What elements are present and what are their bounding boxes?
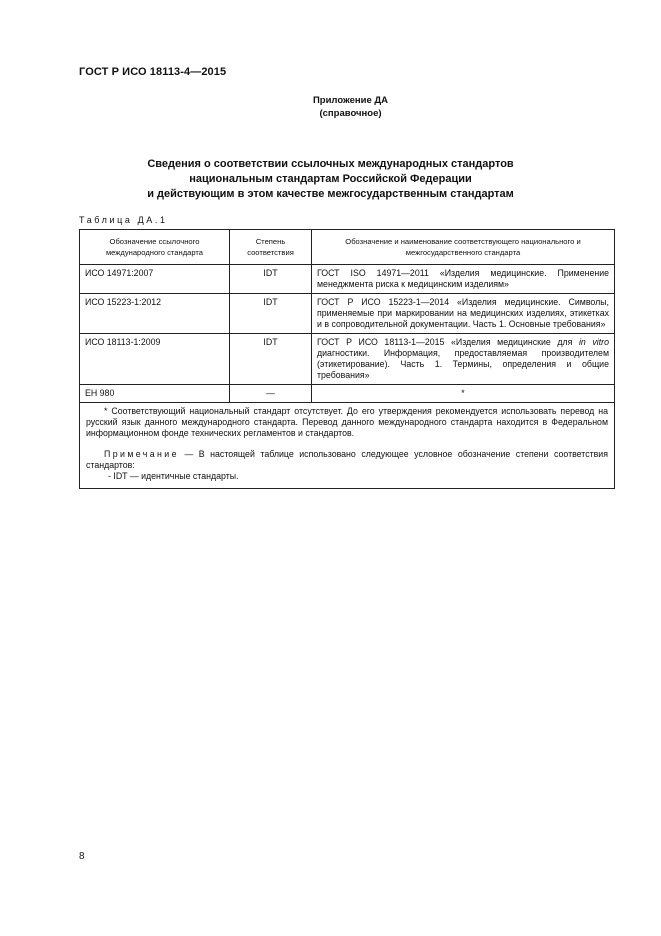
cell-degree: IDT [230, 265, 312, 294]
table-row [80, 385, 615, 403]
national-text-part: диагностики. Информация, предоставляемая производителем (этикетирование). Часть 1. Термины, определения и общие требования» [317, 348, 609, 380]
national-text-italic: in vitro [578, 337, 609, 347]
cell-reference: ЕН 980 [80, 385, 230, 403]
section-title [0, 157, 661, 202]
note-text: — В настоящей таблице использовано следующее условное обозначение степени соответствия стандартов: [86, 449, 608, 470]
section-title-line-3: и действующим в этом качестве межгосударственным стандартам [147, 188, 514, 200]
table-row [80, 294, 615, 334]
cell-reference: ИСО 18113-1:2009 [80, 334, 230, 385]
note-paragraph [86, 449, 608, 471]
appendix-heading [0, 94, 661, 120]
header-degree: Степень соответствия [230, 230, 312, 265]
table-footnote-row [80, 403, 615, 489]
header-reference-standard: Обозначение ссылочного международного стандарта [80, 230, 230, 265]
appendix-subtitle: (справочное) [319, 108, 382, 119]
table-header-row [80, 230, 615, 265]
cell-degree: IDT [230, 294, 312, 334]
table-label: Таблица ДА.1 [79, 215, 168, 225]
cell-national: * [312, 385, 615, 403]
cell-national: ГОСТ ISO 14971—2011 «Изделия медицинские. Применение менеджмента риска к медицинским изделиям» [312, 265, 615, 294]
cell-degree: IDT [230, 334, 312, 385]
document-code-header: ГОСТ Р ИСО 18113-4—2015 [79, 66, 227, 78]
cell-national: ГОСТ Р ИСО 15223-1—2014 «Изделия медицинские. Символы, применяемые при маркировании на медицинских изделиях, этикетках и в сопроводительной документации. Часть 1. Основные требования» [312, 294, 615, 334]
footnote-cell [80, 403, 615, 489]
section-title-line-2: национальным стандартам Российской Федерации [189, 173, 472, 185]
cell-degree: — [230, 385, 312, 403]
note-item: - IDT — идентичные стандарты. [108, 471, 239, 481]
footnote-text: * Соответствующий национальный стандарт отсутствует. До его утверждения рекомендуется использовать перевод на русский язык данного международного стандарта. Перевод данного международного стандарта находится в Федеральном информационном фонде технических регламентов и стандартов. [86, 406, 608, 438]
page-number: 8 [79, 851, 85, 862]
cell-reference: ИСО 15223-1:2012 [80, 294, 230, 334]
header-national-standard: Обозначение и наименование соответствующего национального и межгосударственного стандарта [312, 230, 615, 265]
cell-national [312, 334, 615, 385]
cell-reference: ИСО 14971:2007 [80, 265, 230, 294]
note-label: Примечание [104, 449, 179, 459]
appendix-title: Приложение ДА [312, 95, 389, 106]
table-row [80, 334, 615, 385]
table-row [80, 265, 615, 294]
correspondence-table [79, 229, 615, 489]
national-text-part: ГОСТ Р ИСО 18113-1—2015 «Изделия медицинские для [317, 337, 579, 347]
section-title-line-1: Сведения о соответствии ссылочных международных стандартов [147, 158, 514, 170]
